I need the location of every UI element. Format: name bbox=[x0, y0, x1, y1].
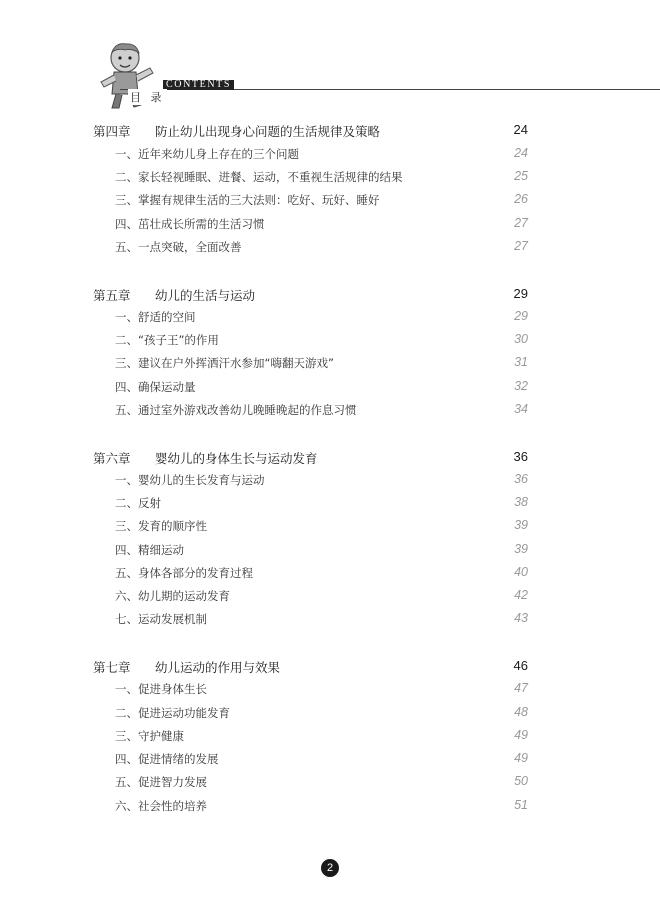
section-entry[interactable] bbox=[93, 751, 528, 771]
section-entry[interactable] bbox=[93, 774, 528, 794]
section-title: 七、运动发展机制 bbox=[115, 612, 207, 626]
section-entry[interactable] bbox=[93, 379, 528, 399]
chapter-number: 第五章 bbox=[93, 288, 131, 303]
chapter-title: 婴幼儿的身体生长与运动发育 bbox=[155, 451, 318, 466]
section-page: 39 bbox=[514, 518, 528, 532]
section-entry[interactable] bbox=[93, 518, 528, 538]
chapter-page: 46 bbox=[513, 658, 528, 673]
section-title: 二、反射 bbox=[115, 496, 161, 510]
section-page: 51 bbox=[514, 798, 528, 812]
section-page: 25 bbox=[514, 169, 528, 183]
section-title: 五、通过室外游戏改善幼儿晚睡晚起的作息习惯 bbox=[115, 403, 357, 417]
section-title: 二、家长轻视睡眠、进餐、运动，不重视生活规律的结果 bbox=[115, 170, 403, 184]
section-title: 四、确保运动量 bbox=[115, 380, 196, 394]
section-entry[interactable] bbox=[93, 681, 528, 701]
section-title: 三、守护健康 bbox=[115, 729, 184, 743]
section-entry[interactable] bbox=[93, 192, 528, 212]
section-entry[interactable] bbox=[93, 402, 528, 422]
section-page: 32 bbox=[514, 379, 528, 393]
section-title: 五、身体各部分的发育过程 bbox=[115, 566, 253, 580]
chapter-page: 29 bbox=[513, 286, 528, 301]
section-entry[interactable] bbox=[93, 332, 528, 352]
section-entry[interactable] bbox=[93, 355, 528, 375]
chapter-page: 36 bbox=[513, 449, 528, 464]
chapter-title: 幼儿的生活与运动 bbox=[155, 288, 256, 303]
section-page: 36 bbox=[514, 472, 528, 486]
section-title: 一、近年来幼儿身上存在的三个问题 bbox=[115, 147, 299, 161]
chapter-entry[interactable] bbox=[93, 449, 528, 469]
section-entry[interactable] bbox=[93, 216, 528, 236]
section-entry[interactable] bbox=[93, 728, 528, 748]
page-number-badge: 2 bbox=[321, 859, 339, 877]
section-entry[interactable] bbox=[93, 146, 528, 166]
section-page: 27 bbox=[514, 216, 528, 230]
section-title: 四、茁壮成长所需的生活习惯 bbox=[115, 217, 265, 231]
chapter-page: 24 bbox=[513, 122, 528, 137]
section-title: 三、掌握有规律生活的三大法则：吃好、玩好、睡好 bbox=[115, 193, 380, 207]
section-entry[interactable] bbox=[93, 798, 528, 818]
section-page: 47 bbox=[514, 681, 528, 695]
section-title: 三、建议在户外挥洒汗水参加“嗨翻天游戏” bbox=[115, 356, 334, 370]
chapter-entry[interactable] bbox=[93, 658, 528, 678]
section-title: 二、“孩子王”的作用 bbox=[115, 333, 219, 347]
section-title: 一、促进身体生长 bbox=[115, 682, 207, 696]
section-page: 48 bbox=[514, 705, 528, 719]
section-entry[interactable] bbox=[93, 588, 528, 608]
section-entry[interactable] bbox=[93, 239, 528, 259]
chapter-number: 第六章 bbox=[93, 451, 131, 466]
section-page: 26 bbox=[514, 192, 528, 206]
section-page: 29 bbox=[514, 309, 528, 323]
section-page: 24 bbox=[514, 146, 528, 160]
chapter-entry[interactable] bbox=[93, 122, 528, 142]
chapter-number: 第四章 bbox=[93, 124, 131, 139]
section-page: 49 bbox=[514, 728, 528, 742]
chapter-entry[interactable] bbox=[93, 286, 528, 306]
section-page: 43 bbox=[514, 611, 528, 625]
section-title: 五、促进智力发展 bbox=[115, 775, 207, 789]
chapter-number: 第七章 bbox=[93, 660, 131, 675]
section-page: 39 bbox=[514, 542, 528, 556]
section-title: 二、促进运动功能发育 bbox=[115, 706, 230, 720]
section-page: 30 bbox=[514, 332, 528, 346]
toc-title: 目 录 bbox=[130, 91, 165, 104]
section-title: 六、幼儿期的运动发育 bbox=[115, 589, 230, 603]
section-page: 27 bbox=[514, 239, 528, 253]
contents-label: CONTENTS bbox=[163, 80, 234, 90]
section-entry[interactable] bbox=[93, 169, 528, 189]
section-page: 50 bbox=[514, 774, 528, 788]
toc-header bbox=[0, 0, 660, 120]
section-entry[interactable] bbox=[93, 565, 528, 585]
section-entry[interactable] bbox=[93, 309, 528, 329]
section-entry[interactable] bbox=[93, 542, 528, 562]
section-title: 四、促进情绪的发展 bbox=[115, 752, 219, 766]
chapter-title: 防止幼儿出现身心问题的生活规律及策略 bbox=[155, 124, 381, 139]
section-title: 六、社会性的培养 bbox=[115, 799, 207, 813]
section-page: 34 bbox=[514, 402, 528, 416]
section-entry[interactable] bbox=[93, 495, 528, 515]
section-page: 42 bbox=[514, 588, 528, 602]
section-title: 一、婴幼儿的生长发育与运动 bbox=[115, 473, 265, 487]
section-page: 31 bbox=[514, 355, 528, 369]
section-page: 38 bbox=[514, 495, 528, 509]
section-entry[interactable] bbox=[93, 705, 528, 725]
section-title: 一、舒适的空间 bbox=[115, 310, 196, 324]
section-page: 40 bbox=[514, 565, 528, 579]
chapter-title: 幼儿运动的作用与效果 bbox=[155, 660, 281, 675]
section-title: 三、发育的顺序性 bbox=[115, 519, 207, 533]
section-entry[interactable] bbox=[93, 611, 528, 631]
section-title: 四、精细运动 bbox=[115, 543, 184, 557]
section-title: 五、一点突破，全面改善 bbox=[115, 240, 242, 254]
section-entry[interactable] bbox=[93, 472, 528, 492]
section-page: 49 bbox=[514, 751, 528, 765]
